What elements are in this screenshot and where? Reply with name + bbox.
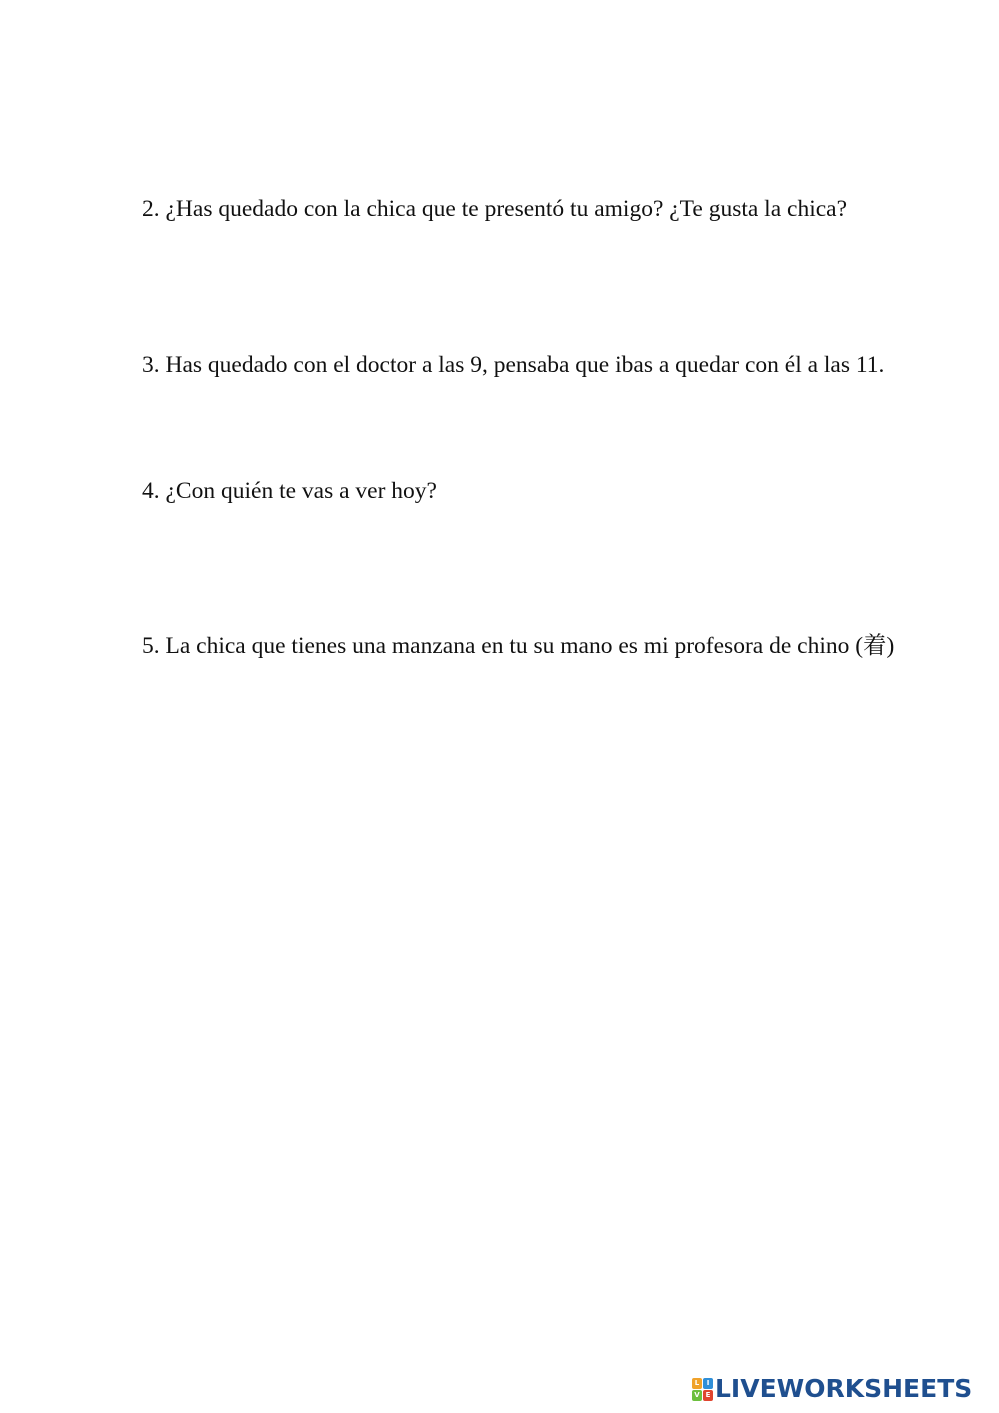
question-4: 4. ¿Con quién te vas a ver hoy?: [142, 478, 437, 504]
liveworksheets-wordmark: LIVEWORKSHEETS: [715, 1374, 973, 1403]
logo-square-e: E: [703, 1390, 713, 1401]
logo-square-l: L: [692, 1378, 702, 1389]
liveworksheets-logo-icon: [692, 1378, 712, 1400]
question-3: 3. Has quedado con el doctor a las 9, pensaba que ibas a quedar con él a las 11.: [142, 352, 885, 378]
question-5: 5. La chica que tienes una manzana en tu su mano es mi profesora de chino (着): [142, 633, 895, 659]
question-2: 2. ¿Has quedado con la chica que te presentó tu amigo? ¿Te gusta la chica?: [142, 196, 848, 222]
liveworksheets-logo: [692, 1375, 972, 1403]
logo-square-i: I: [703, 1378, 713, 1389]
logo-square-v: V: [692, 1390, 702, 1401]
